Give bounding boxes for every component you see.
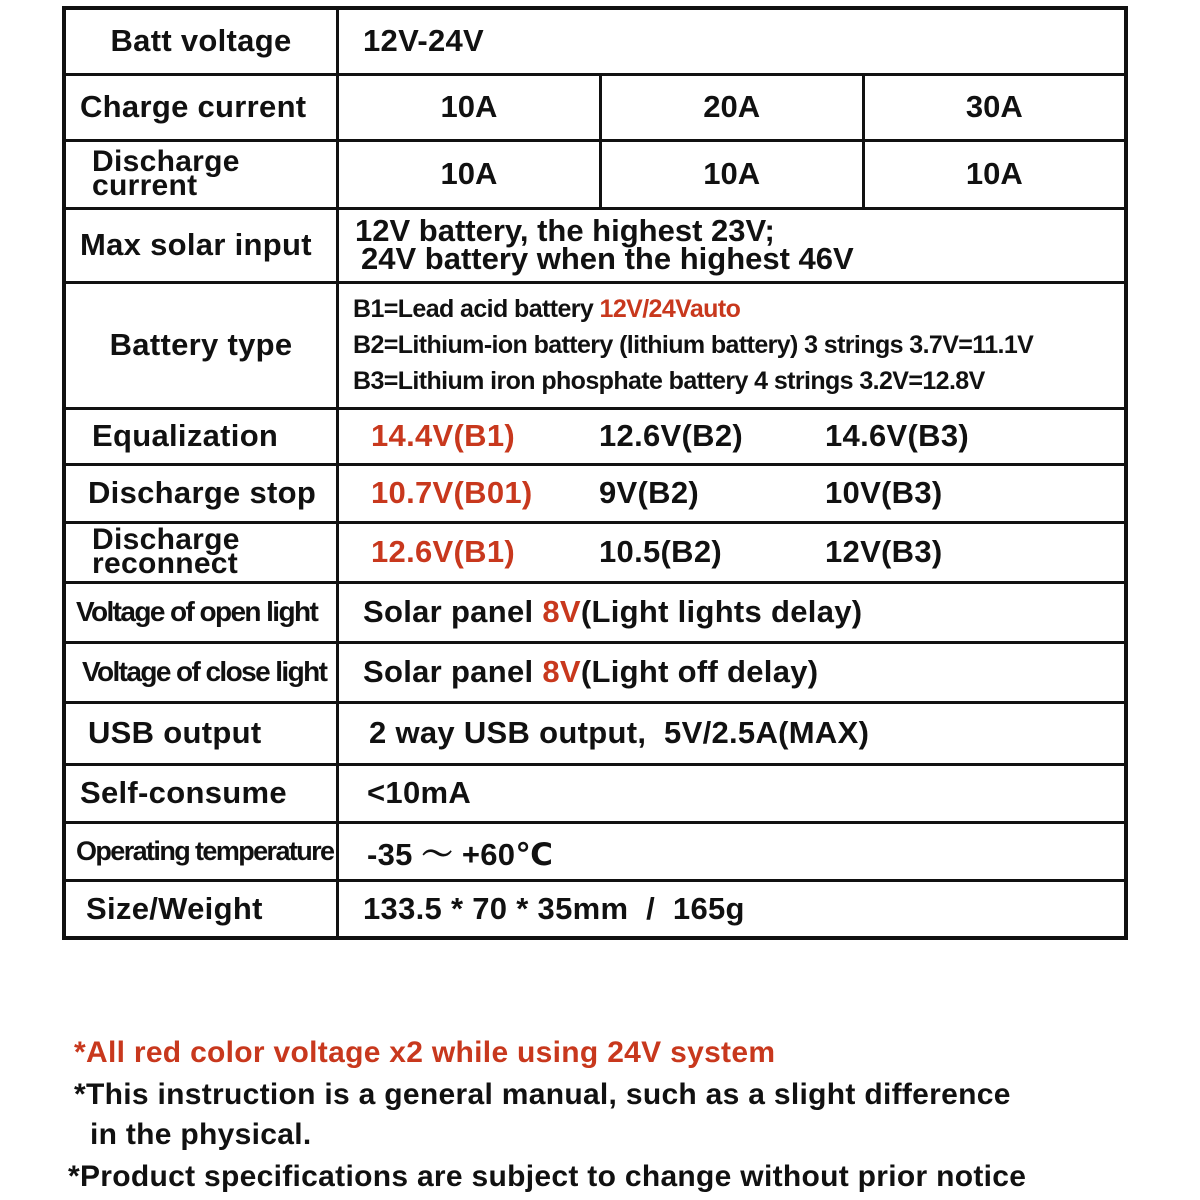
label-equalization: Equalization (64, 408, 338, 464)
label-discharge-reconnect-line2: reconnect (92, 547, 239, 580)
label-usb-output: USB output (64, 702, 338, 764)
discharge-reconnect-b2: 10.5(B2) (599, 534, 723, 569)
value-voltage-close-light (338, 642, 1127, 702)
close-light-prefix: Solar panel (363, 654, 543, 689)
row-max-solar-input (64, 208, 1126, 282)
discharge-stop-b3: 10V(B3) (825, 475, 943, 510)
battery-type-b3: B3=Lithium iron phosphate battery 4 strings 3.2V=12.8V (353, 367, 985, 395)
value-usb-output: 2 way USB output, 5V/2.5A(MAX) (338, 702, 1127, 764)
note-red-voltage: *All red color voltage x2 while using 24V system (74, 1036, 776, 1069)
value-self-consume: <10mA (338, 764, 1127, 822)
label-self-consume: Self-consume (64, 764, 338, 822)
value-discharge-current-2: 10A (600, 140, 863, 208)
discharge-stop-b2: 9V(B2) (599, 475, 699, 510)
row-voltage-close-light (64, 642, 1126, 702)
label-charge-current: Charge current (64, 74, 338, 140)
value-discharge-current-3: 10A (863, 140, 1126, 208)
equalization-b2: 12.6V(B2) (599, 418, 743, 453)
close-light-red: 8V (542, 654, 581, 689)
value-max-solar-input (338, 208, 1127, 282)
label-voltage-open-light: Voltage of open light (64, 582, 338, 642)
row-usb-output (64, 702, 1126, 764)
label-operating-temperature: Operating temperature (64, 822, 338, 880)
label-discharge-current (64, 140, 338, 208)
row-self-consume (64, 764, 1126, 822)
close-light-suffix: (Light off delay) (580, 654, 819, 689)
note-specifications: *Product specifications are subject to change without prior notice (68, 1160, 1027, 1193)
battery-type-b1-red: 12V/24Vauto (599, 295, 741, 323)
note-general-manual-line2: in the physical. (90, 1118, 312, 1151)
battery-type-b1 (353, 291, 1124, 327)
row-battery-type (64, 282, 1126, 408)
row-discharge-reconnect (64, 522, 1126, 582)
row-charge-current (64, 74, 1126, 140)
open-light-red: 8V (542, 594, 581, 629)
label-size-weight: Size/Weight (64, 880, 338, 938)
value-voltage-open-light (338, 582, 1127, 642)
open-light-prefix: Solar panel (363, 594, 543, 629)
discharge-stop-b1: 10.7V(B01) (371, 475, 533, 510)
max-solar-input-line1: 12V battery, the highest 23V; (355, 213, 775, 248)
value-batt-voltage: 12V-24V (338, 8, 1127, 74)
equalization-b3: 14.6V(B3) (825, 418, 969, 453)
label-max-solar-input: Max solar input (64, 208, 338, 282)
label-discharge-current-line2: current (92, 169, 198, 202)
label-voltage-close-light: Voltage of close light (64, 642, 338, 702)
label-discharge-reconnect-line1: Discharge (92, 523, 240, 556)
note-general-manual-line1: *This instruction is a general manual, such as a slight difference (74, 1078, 1011, 1111)
spec-table (62, 6, 1128, 940)
discharge-reconnect-b3: 12V(B3) (825, 534, 943, 569)
value-discharge-current-1: 10A (338, 140, 601, 208)
value-charge-current-3: 30A (863, 74, 1126, 140)
value-size-weight: 133.5 * 70 * 35mm / 165g (338, 880, 1127, 938)
max-solar-input-line2: 24V battery when the highest 46V (361, 241, 854, 276)
value-charge-current-2: 20A (600, 74, 863, 140)
battery-type-b2: B2=Lithium-ion battery (lithium battery) 3 strings 3.7V=11.1V (353, 331, 1034, 359)
notes (68, 1032, 1184, 1198)
row-equalization (64, 408, 1126, 464)
row-voltage-open-light (64, 582, 1126, 642)
open-light-suffix: (Light lights delay) (580, 594, 863, 629)
row-discharge-current (64, 140, 1126, 208)
value-battery-type (338, 282, 1127, 408)
value-discharge-stop (338, 464, 1127, 522)
row-discharge-stop (64, 464, 1126, 522)
label-batt-voltage: Batt voltage (64, 8, 338, 74)
row-operating-temperature (64, 822, 1126, 880)
discharge-reconnect-b1: 12.6V(B1) (371, 534, 515, 569)
value-discharge-reconnect (338, 522, 1127, 582)
value-charge-current-1: 10A (338, 74, 601, 140)
row-batt-voltage (64, 8, 1126, 74)
row-size-weight (64, 880, 1126, 938)
label-discharge-current-line1: Discharge (92, 145, 240, 178)
label-battery-type: Battery type (64, 282, 338, 408)
battery-type-b1-text: B1=Lead acid battery (353, 295, 600, 323)
label-discharge-stop: Discharge stop (64, 464, 338, 522)
equalization-b1: 14.4V(B1) (371, 418, 515, 453)
label-discharge-reconnect (64, 522, 338, 582)
value-equalization (338, 408, 1127, 464)
value-operating-temperature: -35 ～ +60℃ (338, 822, 1127, 880)
